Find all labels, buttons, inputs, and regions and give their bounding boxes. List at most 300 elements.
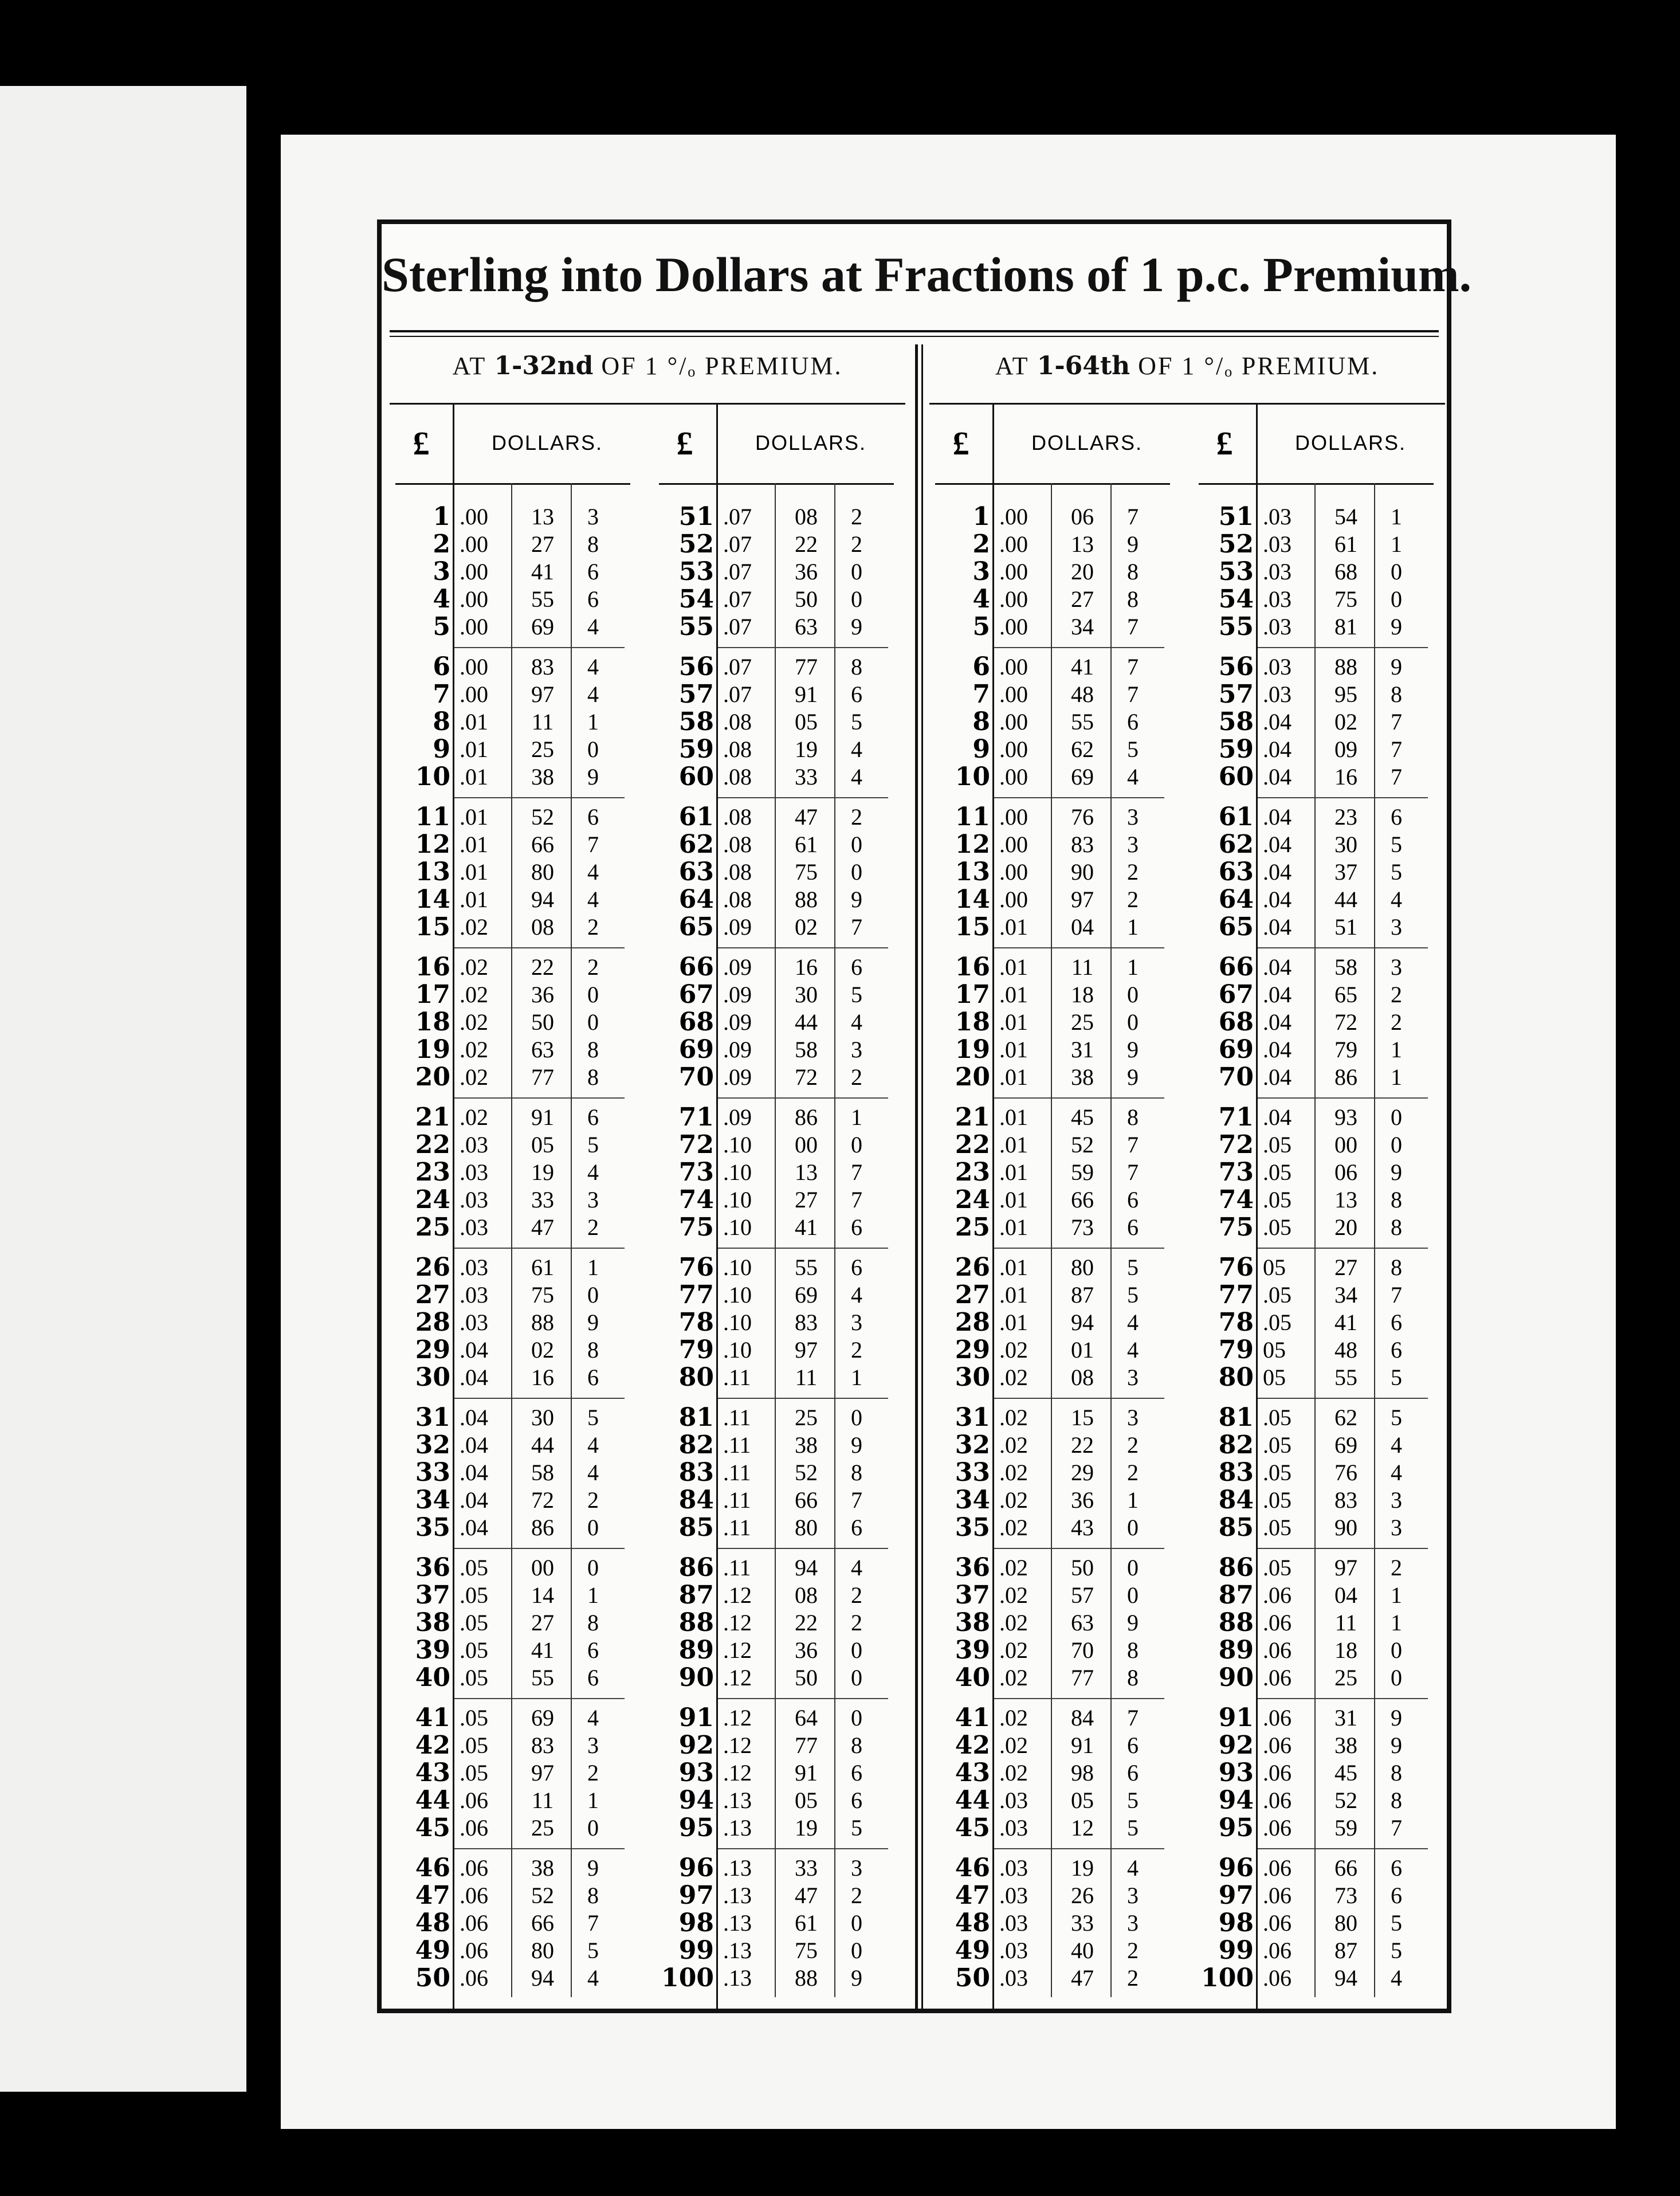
cents-value: 31 (1334, 1705, 1357, 1731)
pound-value: 59 (678, 735, 714, 764)
mills-value: 6 (1127, 1732, 1139, 1758)
table-row (653, 1759, 905, 1787)
mills-value: 4 (587, 654, 599, 680)
mills-value: 5 (587, 1405, 599, 1430)
dollars-value: .02 (460, 914, 488, 940)
table-row (653, 1432, 905, 1459)
mills-value: 5 (1127, 1787, 1139, 1813)
pound-value: 55 (678, 612, 714, 641)
cents-value: 00 (795, 1132, 818, 1158)
pound-value: 20 (415, 1062, 450, 1092)
pound-value: 78 (678, 1308, 714, 1337)
table-row (929, 1036, 1182, 1064)
column-headers (390, 403, 642, 483)
dollars-value: .03 (460, 1214, 488, 1240)
dollars-value: .02 (999, 1665, 1028, 1691)
mills-value: 9 (1127, 1037, 1139, 1062)
table-row (653, 1964, 905, 1992)
table-row (1193, 1036, 1445, 1064)
dollars-value: .08 (723, 832, 752, 857)
cents-value: 80 (531, 859, 554, 885)
mills-value: 5 (1391, 1910, 1402, 1936)
pound-value: 75 (1218, 1213, 1254, 1242)
mills-value: 6 (851, 1787, 862, 1813)
dollars-value: .01 (999, 1214, 1028, 1240)
pound-value: 34 (955, 1485, 990, 1515)
table-row (653, 1704, 905, 1732)
mills-value: 1 (587, 1254, 599, 1280)
table-row (929, 1309, 1182, 1336)
mills-value: 2 (1391, 982, 1402, 1007)
cents-value: 83 (531, 654, 554, 680)
dollars-value: .00 (999, 586, 1028, 612)
table-row (1193, 1186, 1445, 1214)
dollars-value: .03 (1263, 559, 1292, 585)
cents-value: 88 (1334, 654, 1357, 680)
mills-value: 3 (851, 1037, 862, 1062)
dollars-value: .00 (460, 559, 488, 585)
pound-value: 6 (433, 652, 450, 681)
mills-value: 8 (587, 1037, 599, 1062)
dollars-value: .05 (460, 1582, 488, 1608)
pound-value: 69 (678, 1035, 714, 1064)
cents-value: 95 (1334, 681, 1357, 707)
pound-value: 74 (678, 1185, 714, 1214)
pound-value: 83 (678, 1458, 714, 1487)
pound-value: 88 (678, 1608, 714, 1637)
mills-value: 9 (1391, 654, 1402, 680)
table-row (929, 954, 1182, 981)
cents-value: 13 (531, 504, 554, 530)
dollars-value: .08 (723, 709, 752, 735)
group-rule (716, 1398, 888, 1399)
dollars-header: DOLLARS. (1031, 431, 1143, 454)
dollars-value: .05 (460, 1705, 488, 1731)
mills-value: 4 (1391, 1432, 1402, 1458)
table-row (653, 1404, 905, 1432)
dollars-value: .06 (1263, 1938, 1292, 1963)
dollars-value: .01 (999, 1282, 1028, 1308)
dollars-value: .05 (1263, 1487, 1292, 1513)
dollars-value: .05 (460, 1555, 488, 1581)
table-row (390, 708, 642, 736)
table-row (390, 1064, 642, 1091)
book-page (281, 135, 1616, 2129)
mills-value: 6 (851, 1515, 862, 1540)
facing-page (0, 86, 246, 2092)
cents-value: 93 (1334, 1104, 1357, 1130)
dollars-value: .06 (1263, 1855, 1292, 1881)
mills-value: 0 (1391, 1637, 1402, 1663)
table-row (390, 1882, 642, 1909)
pound-value: 53 (678, 557, 714, 586)
cents-value: 61 (795, 832, 818, 857)
table-row (390, 1104, 642, 1131)
cents-value: 18 (1334, 1637, 1357, 1663)
cents-value: 72 (1334, 1009, 1357, 1035)
mills-value: 0 (587, 736, 599, 762)
mills-value: 6 (1127, 1187, 1139, 1213)
mills-value: 4 (1127, 1855, 1139, 1881)
pound-column-rule (1256, 403, 1258, 2009)
dollars-value: .12 (723, 1665, 752, 1691)
table-row (390, 831, 642, 858)
table-row (1193, 1732, 1445, 1759)
dollars-value: .06 (460, 1815, 488, 1841)
pound-value: 24 (415, 1185, 450, 1214)
mills-value: 9 (1127, 1064, 1139, 1090)
table-row (929, 1104, 1182, 1131)
mills-value: 4 (587, 614, 599, 640)
mills-value: 7 (1127, 1159, 1139, 1185)
group-rule (992, 647, 1164, 648)
mills-value: 4 (851, 736, 862, 762)
cents-value: 25 (1334, 1665, 1357, 1691)
mills-value: 5 (587, 1132, 599, 1158)
header-rule (395, 483, 630, 485)
pound-value: 73 (678, 1158, 714, 1187)
mills-value: 5 (851, 709, 862, 735)
pound-value: 45 (415, 1813, 450, 1842)
table-row (1193, 1854, 1445, 1882)
cents-value: 88 (795, 887, 818, 912)
dollars-value: .11 (723, 1364, 751, 1390)
cents-value: 61 (795, 1910, 818, 1936)
mills-value: 8 (587, 1337, 599, 1363)
table-row (653, 831, 905, 858)
cents-value: 27 (531, 531, 554, 557)
pound-value: 31 (955, 1403, 990, 1432)
dollars-value: .01 (460, 832, 488, 857)
cents-value: 75 (1334, 586, 1357, 612)
cents-value: 08 (795, 1582, 818, 1608)
pound-value: 73 (1218, 1158, 1254, 1187)
mills-value: 5 (1391, 1405, 1402, 1430)
pound-value: 13 (415, 857, 450, 887)
dollars-value: .06 (1263, 1732, 1292, 1758)
mills-value: 7 (587, 1910, 599, 1936)
table-row (653, 1787, 905, 1814)
pound-value: 5 (972, 612, 990, 641)
table-row (1193, 1759, 1445, 1787)
pound-value: 42 (955, 1731, 990, 1760)
cents-value: 94 (1334, 1965, 1357, 1991)
pound-value: 53 (1218, 557, 1254, 586)
table-row (1193, 1254, 1445, 1281)
table-row (1193, 1909, 1445, 1937)
cents-value: 75 (531, 1282, 554, 1308)
dollars-value: .10 (723, 1337, 752, 1363)
cents-value: 16 (795, 954, 818, 980)
pound-value: 70 (1218, 1062, 1254, 1092)
dollars-value: .00 (999, 681, 1028, 707)
pound-value: 3 (433, 557, 450, 586)
dollars-value: .04 (1263, 1009, 1292, 1035)
cents-value: 91 (795, 681, 818, 707)
dollars-value: .06 (1263, 1965, 1292, 1991)
group-rule (716, 1698, 888, 1699)
dollars-value: .00 (999, 859, 1028, 885)
cents-value: 66 (531, 1910, 554, 1936)
pound-value: 51 (678, 502, 714, 531)
dollars-value: .09 (723, 1037, 752, 1062)
cents-value: 41 (1071, 654, 1094, 680)
pound-value: 28 (415, 1308, 450, 1337)
cents-value: 88 (531, 1309, 554, 1335)
table-row (653, 1814, 905, 1842)
pound-value: 3 (972, 557, 990, 586)
cents-value: 38 (1071, 1064, 1094, 1090)
table-row (929, 1487, 1182, 1514)
pound-value: 88 (1218, 1608, 1254, 1637)
dollars-value: .12 (723, 1610, 752, 1636)
pound-value: 52 (1218, 530, 1254, 559)
table-row (929, 1336, 1182, 1364)
dollars-value: .00 (460, 586, 488, 612)
pound-header: £ (676, 424, 693, 462)
table-row (1193, 913, 1445, 941)
cents-value: 12 (1071, 1815, 1094, 1841)
dollars-value: .02 (999, 1732, 1028, 1758)
dollars-value: .05 (460, 1760, 488, 1786)
table-row (929, 653, 1182, 681)
mills-value: 8 (1127, 586, 1139, 612)
table-row (1193, 831, 1445, 858)
dollars-value: .02 (999, 1705, 1028, 1731)
dollar-column-rule (571, 483, 572, 1997)
table-row (1193, 1009, 1445, 1036)
cents-value: 86 (795, 1104, 818, 1130)
cents-value: 19 (531, 1159, 554, 1185)
table-row (1193, 1159, 1445, 1186)
pound-value: 51 (1218, 502, 1254, 531)
mills-value: 8 (1391, 681, 1402, 707)
pound-value: 81 (678, 1403, 714, 1432)
dollars-value: .03 (1263, 504, 1292, 530)
mills-value: 3 (1127, 1883, 1139, 1908)
mills-value: 6 (1391, 1309, 1402, 1335)
mills-value: 6 (1391, 804, 1402, 830)
cents-value: 88 (795, 1965, 818, 1991)
pound-value: 96 (678, 1853, 714, 1883)
mills-value: 5 (1127, 1282, 1139, 1308)
cents-value: 11 (531, 1787, 554, 1813)
cents-value: 76 (1071, 804, 1094, 830)
table-row (390, 1964, 642, 1992)
cents-value: 55 (1334, 1364, 1357, 1390)
dollars-value: .01 (460, 859, 488, 885)
dollars-value: .01 (460, 736, 488, 762)
table-row (1193, 1364, 1445, 1391)
group-rule (992, 1248, 1164, 1249)
group-rule (992, 947, 1164, 948)
table-row (1193, 1514, 1445, 1542)
pound-value: 17 (415, 980, 450, 1009)
pound-value: 26 (955, 1253, 990, 1282)
cents-value: 27 (1071, 586, 1094, 612)
cents-value: 40 (1071, 1938, 1094, 1963)
table-row (653, 586, 905, 613)
pound-value: 17 (955, 980, 990, 1009)
table-row (1193, 1064, 1445, 1091)
mills-value: 1 (1391, 504, 1402, 530)
pound-value: 37 (415, 1581, 450, 1610)
table-row (1193, 1554, 1445, 1582)
cents-value: 27 (795, 1187, 818, 1213)
pound-value: 6 (972, 652, 990, 681)
column-headers (1193, 403, 1445, 483)
cents-value: 18 (1071, 982, 1094, 1007)
mills-value: 1 (1391, 1037, 1402, 1062)
pound-value: 60 (1218, 762, 1254, 791)
table-row (929, 1609, 1182, 1637)
dollars-value: .03 (999, 1883, 1028, 1908)
table-row (390, 1009, 642, 1036)
pound-value: 39 (415, 1636, 450, 1665)
table-row (929, 1554, 1182, 1582)
dollars-value: .02 (999, 1460, 1028, 1485)
pound-value: 5 (433, 612, 450, 641)
pound-value: 86 (678, 1553, 714, 1582)
cents-value: 36 (795, 559, 818, 585)
mills-value: 9 (1391, 1732, 1402, 1758)
cents-value: 22 (795, 531, 818, 557)
dollars-value: .08 (723, 887, 752, 912)
cents-value: 14 (531, 1582, 554, 1608)
cents-value: 68 (1334, 559, 1357, 585)
cents-value: 25 (1071, 1009, 1094, 1035)
pound-value: 47 (415, 1881, 450, 1910)
pound-value: 82 (1218, 1430, 1254, 1460)
cents-value: 47 (531, 1214, 554, 1240)
cents-value: 64 (795, 1705, 818, 1731)
pound-value: 48 (415, 1908, 450, 1938)
pound-value: 71 (678, 1103, 714, 1132)
mills-value: 5 (1127, 1254, 1139, 1280)
cents-value: 90 (1071, 859, 1094, 885)
mills-value: 7 (851, 1159, 862, 1185)
table-row (929, 1759, 1182, 1787)
mills-value: 6 (587, 1637, 599, 1663)
cents-value: 97 (531, 681, 554, 707)
pound-value: 48 (955, 1908, 990, 1938)
subtable-51-100 (1193, 403, 1445, 2009)
table-row (929, 831, 1182, 858)
pound-value: 58 (678, 707, 714, 736)
cents-value: 94 (795, 1555, 818, 1581)
mills-value: 4 (1127, 1337, 1139, 1363)
mills-value: 2 (1127, 1432, 1139, 1458)
table-row (929, 803, 1182, 831)
table-row (929, 1364, 1182, 1391)
dollars-value: .03 (460, 1132, 488, 1158)
table-row (390, 913, 642, 941)
table-row (1193, 858, 1445, 886)
mills-value: 0 (851, 1910, 862, 1936)
table-row (1193, 653, 1445, 681)
dollars-value: .05 (1263, 1159, 1292, 1185)
pound-header: £ (413, 424, 430, 462)
pound-value: 19 (955, 1035, 990, 1064)
table-row (1193, 613, 1445, 641)
dollars-value: .09 (723, 982, 752, 1007)
cents-value: 94 (531, 887, 554, 912)
cents-value: 43 (1071, 1515, 1094, 1540)
dollars-value: .03 (1263, 681, 1292, 707)
pound-value: 50 (415, 1963, 450, 1993)
cents-value: 47 (1071, 1965, 1094, 1991)
mills-value: 7 (1391, 1815, 1402, 1841)
mills-value: 8 (1391, 1187, 1402, 1213)
heading-prefix: AT (995, 352, 1029, 380)
table-row (1193, 1882, 1445, 1909)
mills-value: 8 (1127, 1104, 1139, 1130)
pound-value: 14 (415, 885, 450, 914)
cents-value: 20 (1334, 1214, 1357, 1240)
dollars-value: .09 (723, 1064, 752, 1090)
pound-value: 67 (678, 980, 714, 1009)
pound-value: 89 (1218, 1636, 1254, 1665)
cents-value: 13 (795, 1159, 818, 1185)
dollars-value: .13 (723, 1938, 752, 1963)
table-row (653, 1309, 905, 1336)
table-row (929, 1131, 1182, 1159)
pound-value: 26 (415, 1253, 450, 1282)
dollars-value: .04 (1263, 832, 1292, 857)
pound-value: 61 (1218, 802, 1254, 832)
pound-value: 41 (415, 1703, 450, 1732)
cents-value: 83 (795, 1309, 818, 1335)
table-row (929, 1009, 1182, 1036)
pound-value: 40 (955, 1663, 990, 1692)
cents-value: 72 (795, 1064, 818, 1090)
mills-value: 2 (587, 954, 599, 980)
table-row (653, 913, 905, 941)
cents-value: 45 (1334, 1760, 1357, 1786)
table-row (1193, 503, 1445, 531)
pound-value: 99 (678, 1936, 714, 1965)
pound-value: 12 (955, 830, 990, 859)
table-row (390, 858, 642, 886)
dollars-value: .01 (999, 1009, 1028, 1035)
page-title: Sterling into Dollars at Fractions of 1 p.c. Premium. (382, 247, 1472, 302)
dollars-value: .09 (723, 1009, 752, 1035)
dollars-value: .04 (1263, 982, 1292, 1007)
pound-value: 89 (678, 1636, 714, 1665)
table-row (390, 1582, 642, 1609)
pound-value: 27 (955, 1280, 990, 1309)
dollar-column-rule (1110, 483, 1112, 1997)
mills-value: 9 (1127, 1610, 1139, 1636)
pound-value: 46 (955, 1853, 990, 1883)
table-row (653, 763, 905, 791)
table-row (390, 1036, 642, 1064)
table-row (390, 1404, 642, 1432)
cents-value: 90 (1334, 1515, 1357, 1540)
table-row (1193, 1309, 1445, 1336)
dollars-value: .06 (460, 1938, 488, 1963)
heading-suffix: OF 1 °/ₒ PREMIUM. (601, 352, 843, 380)
mills-value: 5 (851, 982, 862, 1007)
dollars-value: .04 (460, 1432, 488, 1458)
mills-value: 5 (587, 1938, 599, 1963)
table-row (929, 913, 1182, 941)
mills-value: 4 (1391, 887, 1402, 912)
pound-value: 61 (678, 802, 714, 832)
table-row (390, 1814, 642, 1842)
dollars-value: .01 (999, 1037, 1028, 1062)
cents-value: 55 (531, 1665, 554, 1691)
